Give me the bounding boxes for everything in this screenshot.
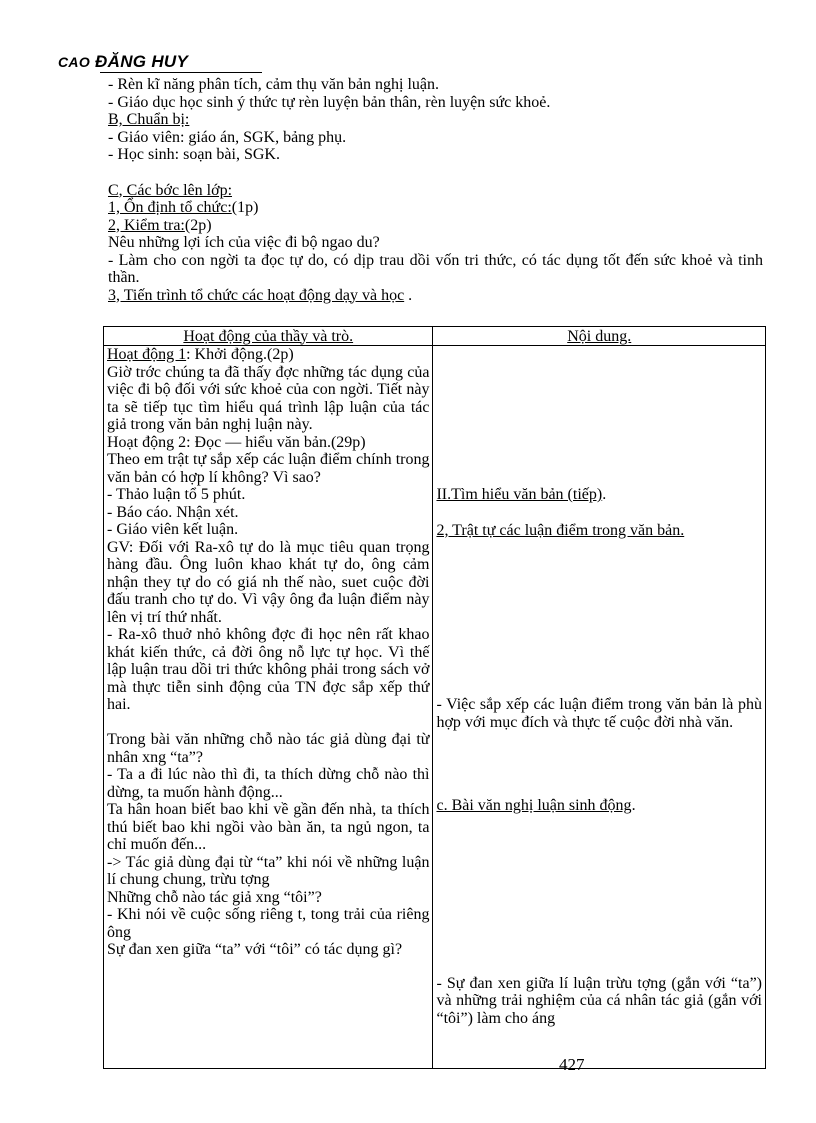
author-header: [58, 52, 188, 72]
step-2-time: (2p): [184, 216, 212, 234]
check-question: Nêu những lợi ích của việc đi bộ ngao du?: [108, 234, 380, 251]
right-r1-rest: .: [602, 486, 607, 503]
check-answer: - Làm cho con ngời ta đọc tự do, có dịp trau dồi vốn tri thức, có tác dụng tốt đến sức khoẻ và tinh thần.: [108, 251, 763, 286]
header-underline: [100, 72, 262, 73]
right-r4-label: c. Bài văn nghị luận sinh động: [436, 797, 632, 814]
step-2: [108, 217, 763, 235]
step-3: [108, 287, 763, 305]
left-p5: Trong bài văn những chỗ nào tác giả dùng đại từ nhân xng “ta”?: [107, 731, 430, 766]
prep-title: B, Chuẩn bị:: [108, 111, 190, 128]
intro-section: [108, 76, 763, 304]
left-p4: - Ra-xô thuở nhỏ không đợc đi học nên rất khao khát kiến thức, cả đời ông nỗ lực tự học. Vì thế lập luận trau dồi tri thức không phải trong sách vở mà thực tiễn sinh động của TN đợc sắp xếp thứ hai.: [107, 626, 430, 713]
left-p9: Những chỗ nào tác giả xng “tôi”?: [107, 888, 322, 906]
left-p3: GV: Đối với Ra-xô tự do là mục tiêu quan trọng hàng đầu. Ông luôn khao khát tự do, ông cảm nhận they tự do có giá nh thế nào, suet cuộc đời đấu tranh cho tự do. Vì vậy ông đa luận điểm này lên vị trí thứ nhất.: [107, 538, 430, 626]
right-r5: - Sự đan xen giữa lí luận trừu tợng (gắn với “ta”) và những trải nghiệm của cá nhân tác giả (gắn với “tôi”) làm cho áng: [436, 974, 762, 1027]
right-r1-label: II.Tìm hiểu văn bản (tiếp): [436, 486, 603, 503]
left-p2: Theo em trật tự sắp xếp các luận điểm chính trong văn bản có hợp lí không? Vì sao?: [107, 451, 430, 486]
hd1-rest: : Khởi động.(2p): [186, 346, 294, 363]
left-p10: - Khi nói về cuộc sống riêng t, tong trải của riêng ông: [107, 906, 430, 941]
left-l1: - Thảo luận tổ 5 phút.: [107, 486, 246, 503]
step-3-rest: .: [404, 286, 413, 304]
step-1: [108, 199, 763, 217]
prep-teacher: - Giáo viên: giáo án, SGK, bảng phụ.: [108, 128, 347, 146]
step-2-label: 2, Kiểm tra:: [108, 216, 185, 234]
step-1-label: 1, Ổn định tổ chức:: [108, 199, 232, 216]
lesson-table: [103, 326, 766, 1069]
hd2-title: Hoạt động 2: Đọc — hiểu văn bản.(29p): [107, 433, 366, 451]
author-name: ĐĂNG HUY: [95, 52, 189, 71]
steps-title: C, Các bớc lên lớp:: [108, 181, 233, 199]
intro-line-2: - Giáo dục học sinh ý thức tự rèn luyện bản thân, rèn luyện sức khoẻ.: [108, 93, 551, 111]
content-cell: [433, 346, 766, 1069]
right-r2: 2, Trật tự các luận điểm trong văn bản.: [436, 521, 685, 539]
left-l2: - Báo cáo. Nhận xét.: [107, 503, 239, 521]
col-header-content: Nội dung.: [433, 327, 766, 346]
left-p6: - Ta a đi lúc nào thì đi, ta thích dừng chỗ nào thì dừng, ta muốn hành động...: [107, 766, 430, 801]
hd1-label: Hoạt động 1: [107, 346, 187, 363]
left-p1: Giờ trớc chúng ta đã thấy đợc những tác dụng của việc đi bộ đối với sức khoẻ của con ngời. Tiết này ta sẽ tiếp tục tìm hiểu quá trình lập luận của tác giả trong văn bản nghị luận này.: [107, 363, 430, 433]
step-1-time: (1p): [231, 199, 259, 216]
left-p11: Sự đan xen giữa “ta” với “tôi” có tác dụng gì?: [107, 941, 403, 958]
left-p8: -> Tác giả dùng đại từ “ta” khi nói về những luận lí chung chung, trừu tợng: [107, 853, 430, 888]
intro-line-1: - Rèn kĩ năng phân tích, cảm thụ văn bản nghị luận.: [108, 76, 440, 93]
right-r4-rest: .: [631, 797, 636, 814]
page-number: 427: [559, 1055, 585, 1074]
left-p7: Ta hân hoan biết bao khi về gần đến nhà, ta thích thú biết bao khi ngồi vào bàn ăn, ta ngủ ngon, ta chỉ muốn đến...: [107, 801, 430, 853]
right-r3: - Việc sắp xếp các luận điểm trong văn bản là phù hợp với mục đích và thực tế cuộc đời nhà văn.: [436, 696, 762, 731]
left-l3: - Giáo viên kết luận.: [107, 521, 239, 538]
step-3-label: 3, Tiến trình tổ chức các hoạt động dạy và học: [108, 286, 405, 304]
col-header-activities: Hoạt động của thầy và trò.: [104, 327, 433, 346]
author-prefix: CAO: [58, 54, 91, 70]
activities-cell: [104, 346, 433, 1069]
prep-student: - Học sinh: soạn bài, SGK.: [108, 146, 280, 163]
